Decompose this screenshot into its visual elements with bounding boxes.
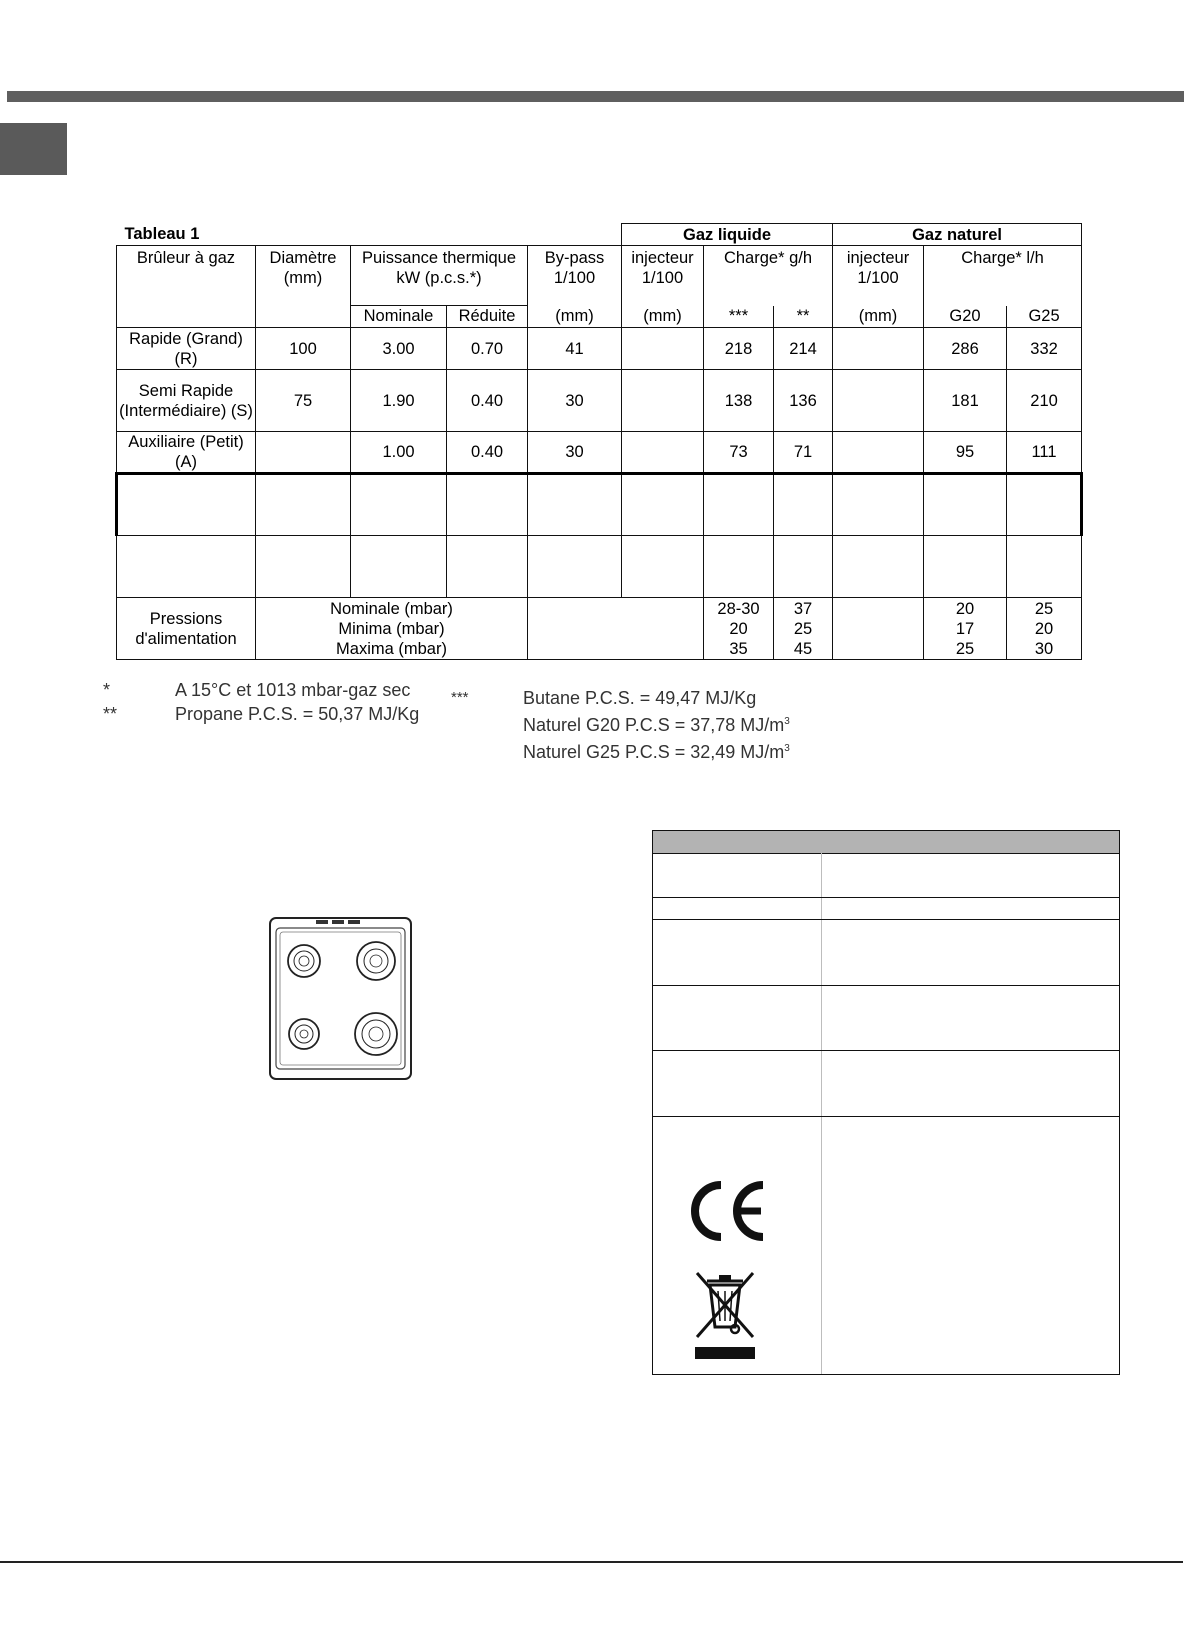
- empty-row: [117, 474, 1082, 536]
- cell-burner: Rapide (Grand) (R): [117, 328, 256, 370]
- pressure-value: 17: [955, 619, 975, 638]
- pressure-g20: [924, 598, 1007, 660]
- cell-diameter: 75: [256, 370, 351, 432]
- weee-bin-icon: [693, 1267, 757, 1359]
- cell-nominal: 3.00: [351, 328, 447, 370]
- row-divider: [653, 985, 1119, 986]
- header-diameter: Diamètre (mm): [256, 246, 351, 328]
- pressure-nominal-label: Nominale (mbar): [330, 599, 453, 618]
- cell-charge-propane: 71: [774, 432, 833, 474]
- cell-injector-ng: [833, 328, 924, 370]
- cell-injector-lpg: [622, 432, 704, 474]
- pressure-value: 25: [1034, 599, 1054, 618]
- table-row: [117, 370, 1082, 432]
- cell-charge-propane: 136: [774, 370, 833, 432]
- header-bypass: By-pass 1/100: [528, 246, 622, 306]
- group-gaz-naturel: Gaz naturel: [833, 224, 1082, 246]
- cell-diameter: [256, 432, 351, 474]
- header-bypass-unit: (mm): [528, 306, 622, 328]
- pressure-g25: [1007, 598, 1082, 660]
- group-gaz-liquide: Gaz liquide: [622, 224, 833, 246]
- table-row: [117, 432, 1082, 474]
- header-injector-ng: injecteur 1/100: [833, 246, 924, 306]
- cell-g25: 210: [1007, 370, 1082, 432]
- footnote-marks: [103, 678, 117, 726]
- header-charge-lpg-propane: **: [774, 306, 833, 328]
- pressure-value: 25: [793, 619, 813, 638]
- pressure-value: 37: [793, 599, 813, 618]
- cell-injector-ng: [833, 370, 924, 432]
- cell-burner: Semi Rapide (Intermédiaire) (S): [117, 370, 256, 432]
- row-divider: [653, 897, 1119, 898]
- pressure-butane: [704, 598, 774, 660]
- pressure-value: 20: [955, 599, 975, 618]
- table-title: Tableau 1: [124, 225, 200, 244]
- column-divider: [821, 853, 822, 1374]
- ce-mark-icon: [685, 1179, 767, 1243]
- footnote-mark: ***: [451, 689, 469, 706]
- header-charge-g25: G25: [1007, 306, 1082, 328]
- burner-table: [115, 223, 1083, 660]
- cell-charge-butane: 73: [704, 432, 774, 474]
- header-injector-lpg-unit: (mm): [622, 306, 704, 328]
- pressure-value: 45: [793, 639, 813, 658]
- cell-g20: 181: [924, 370, 1007, 432]
- header-bar: [7, 91, 1184, 102]
- cell-reduced: 0.40: [447, 370, 528, 432]
- header-charge-lpg-butane: ***: [704, 306, 774, 328]
- pressure-label: Pressions d'alimentation: [117, 598, 256, 660]
- footnote-right: [523, 686, 790, 764]
- header-power: Puissance thermique kW (p.c.s.*): [351, 246, 528, 306]
- header-charge-ng: Charge* l/h: [924, 246, 1082, 306]
- pressure-minima-label: Minima (mbar): [338, 619, 445, 638]
- pressure-types: [256, 598, 528, 660]
- cell-g25: 111: [1007, 432, 1082, 474]
- cell-charge-propane: 214: [774, 328, 833, 370]
- footnote-text: A 15°C et 1013 mbar-gaz sec: [175, 680, 411, 700]
- cell-reduced: 0.40: [447, 432, 528, 474]
- hob-burner-diagram: [268, 916, 413, 1081]
- header-charge-g20: G20: [924, 306, 1007, 328]
- cell-bypass: 30: [528, 370, 622, 432]
- cell-reduced: 0.70: [447, 328, 528, 370]
- cell-bypass: 30: [528, 432, 622, 474]
- footnote-mark: *: [103, 680, 111, 700]
- specifications-box: [652, 830, 1120, 1375]
- header-power-reduced: Réduite: [447, 306, 528, 328]
- empty-row: [117, 536, 1082, 598]
- header-burner: Brûleur à gaz: [117, 246, 256, 328]
- cell-g25: 332: [1007, 328, 1082, 370]
- footnote-left: [175, 678, 419, 726]
- footnote-mark: **: [103, 704, 118, 724]
- cell-nominal: 1.00: [351, 432, 447, 474]
- footnote-text: Naturel G25 P.C.S = 32,49 $MJ/m^3$: [523, 742, 790, 762]
- specifications-header: [653, 831, 1119, 854]
- header-injector-lpg: injecteur 1/100: [622, 246, 704, 306]
- pressure-value: 35: [729, 639, 748, 658]
- cell-g20: 95: [924, 432, 1007, 474]
- pressure-value: 20: [729, 619, 748, 638]
- footer-rule: [0, 1561, 1183, 1563]
- footnote-text: Propane P.C.S. = 50,37 MJ/Kg: [175, 704, 420, 724]
- footnote-text: Butane P.C.S. = 49,47 MJ/Kg: [523, 688, 757, 708]
- pressure-row: [117, 598, 1082, 660]
- cell-charge-butane: 138: [704, 370, 774, 432]
- language-tab: [0, 123, 67, 175]
- pressure-value: 20: [1034, 619, 1054, 638]
- table-row: [117, 328, 1082, 370]
- row-divider: [653, 1050, 1119, 1051]
- cell-g20: 286: [924, 328, 1007, 370]
- cell-burner: Auxiliaire (Petit) (A): [117, 432, 256, 474]
- pressure-value: 30: [1034, 639, 1054, 658]
- row-divider: [653, 1116, 1119, 1117]
- cell-charge-butane: 218: [704, 328, 774, 370]
- footnote-text: Naturel G20 P.C.S = 37,78 $MJ/m^3$: [523, 715, 790, 735]
- cell-diameter: 100: [256, 328, 351, 370]
- header-injector-ng-unit: (mm): [833, 306, 924, 328]
- pressure-value: 25: [955, 639, 975, 658]
- header-charge-lpg: Charge* g/h: [704, 246, 833, 306]
- cell-bypass: 41: [528, 328, 622, 370]
- cell-injector-ng: [833, 432, 924, 474]
- cell-nominal: 1.90: [351, 370, 447, 432]
- cell-injector-lpg: [622, 370, 704, 432]
- cell-injector-lpg: [622, 328, 704, 370]
- header-power-nominal: Nominale: [351, 306, 447, 328]
- pressure-maxima-label: Maxima (mbar): [336, 639, 447, 658]
- pressure-propane: [774, 598, 833, 660]
- pressure-value: 28-30: [717, 599, 760, 618]
- row-divider: [653, 919, 1119, 920]
